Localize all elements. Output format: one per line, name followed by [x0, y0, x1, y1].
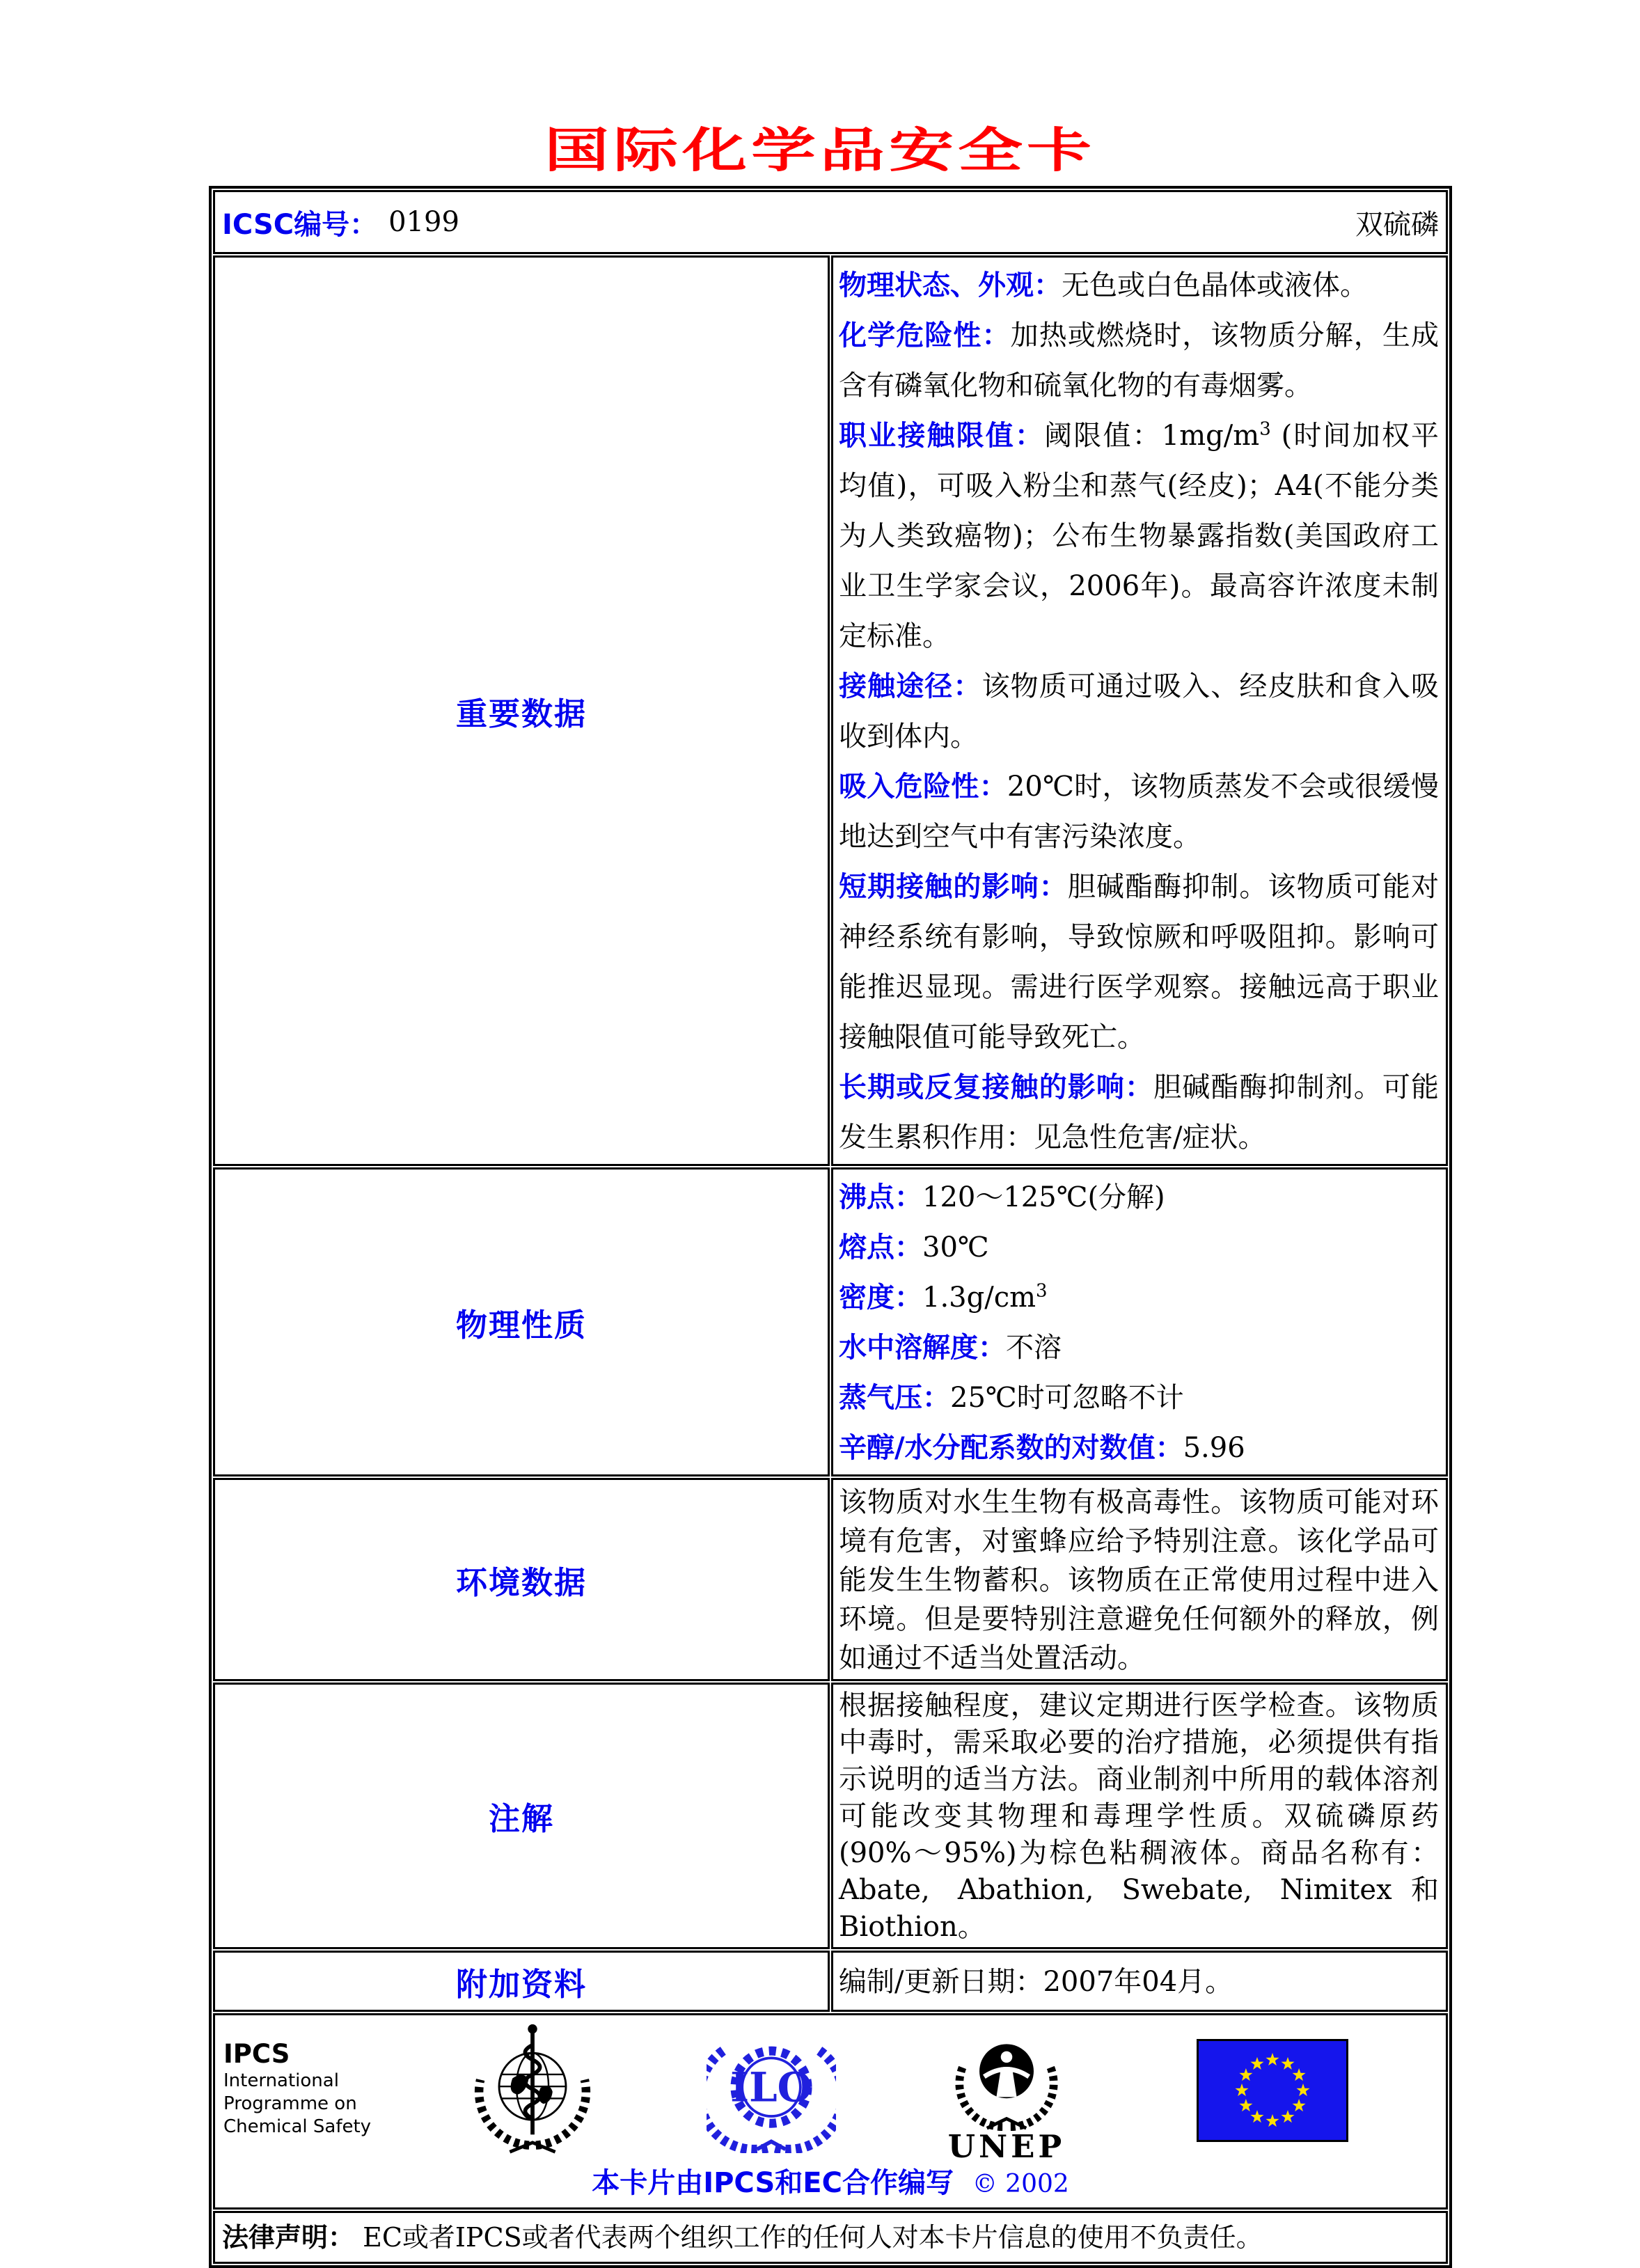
item-text2: (时间加权平均值)，可吸入粉尘和蒸气(经皮)；A4(不能分类为人类致癌物)；公布生物暴露指数(美国政府工业卫生学家会议，2006年)。最高容许浓度未制定标准。 — [839, 420, 1440, 652]
item-text: 加热或燃烧时，该物质分解，生成含有磷氧化物和硫氧化物的有毒烟雾。 — [839, 320, 1440, 402]
item-label: 水中溶解度： — [839, 1332, 1006, 1364]
row-label-cell-environment — [213, 1478, 830, 1681]
item-label: 职业接触限值： — [839, 420, 1045, 452]
ipcs-line: Chemical Safety — [223, 2116, 372, 2137]
item-label: 长期或反复接触的影响： — [839, 1071, 1154, 1103]
caption-text: 本卡片由IPCS和EC合作编写 — [592, 2167, 954, 2199]
section-environmental-data — [213, 1478, 1448, 1681]
section-additional-info — [213, 1951, 1448, 2012]
item-label: 化学危险性： — [839, 320, 1011, 352]
item-sup: 3 — [1259, 418, 1271, 440]
item-text: 25℃时可忽略不计 — [950, 1382, 1184, 1414]
notes-content-cell — [831, 1683, 1448, 1949]
item-label: 沸点： — [839, 1181, 922, 1213]
ipcs-acronym: IPCS — [223, 2039, 290, 2069]
item-text: 胆碱酯酶抑制。该物质可能对神经系统有影响，导致惊厥和呼吸阻抑。影响可能推迟显现。需进行医学观察。接触远高于职业接触限值可能导致死亡。 — [839, 871, 1440, 1053]
important-item — [839, 762, 1439, 862]
ipcs-line: International — [223, 2070, 339, 2091]
item-label: 接触途径： — [839, 670, 982, 702]
logos-cell-outer — [213, 2013, 1448, 2210]
item-text: 阈限值：1mg/m — [1044, 420, 1260, 452]
item-label: 短期接触的影响： — [839, 871, 1068, 903]
physical-item — [839, 1172, 1439, 1222]
physical-item — [839, 1222, 1439, 1273]
important-item — [839, 661, 1439, 762]
eu-flag-icon — [1197, 2039, 1348, 2142]
item-label: 密度： — [839, 1282, 922, 1314]
unep-logo-icon — [947, 2028, 1066, 2163]
icsc-header-row — [213, 190, 1448, 254]
who-logo-icon — [466, 2021, 599, 2161]
section-physical-properties — [213, 1167, 1448, 1476]
ilo-logo-icon — [707, 2025, 836, 2156]
legal-row — [213, 2211, 1448, 2264]
ipcs-line: Programme on — [223, 2093, 357, 2114]
legal-cell — [213, 2211, 1448, 2264]
legal-text: EC或者IPCS或者代表两个组织工作的任何人对本卡片信息的使用不负责任。 — [363, 2222, 1263, 2253]
icsc-number-group — [222, 203, 459, 242]
icsc-header-cell — [213, 190, 1448, 254]
item-label: 熔点： — [839, 1231, 922, 1263]
logos-cell — [215, 2015, 1446, 2207]
row-label-notes: 注解 — [488, 1800, 554, 1837]
page-title: 国际化学品安全卡 — [544, 122, 1096, 179]
item-sup: 3 — [1036, 1280, 1048, 1302]
item-text: 1.3g/cm — [922, 1282, 1036, 1314]
row-label-cell-additional — [213, 1951, 830, 2012]
additional-content-cell — [831, 1951, 1448, 2012]
item-text: 胆碱酯酶抑制剂。可能发生累积作用：见急性危害/症状。 — [839, 1071, 1440, 1153]
important-item — [839, 411, 1439, 661]
item-label: 物理状态、外观： — [839, 269, 1062, 301]
item-text: 该物质可通过吸入、经皮肤和食入吸收到体内。 — [839, 670, 1439, 753]
legal-label: 法律声明： — [222, 2222, 355, 2253]
important-item — [839, 260, 1439, 310]
row-label-physical: 物理性质 — [455, 1306, 587, 1344]
item-text: 5.96 — [1183, 1432, 1245, 1464]
important-item — [839, 1062, 1439, 1163]
item-text: 不溶 — [1006, 1332, 1062, 1364]
icsc-number: 0199 — [388, 206, 459, 238]
environment-text: 该物质对水生生物有极高毒性。该物质可能对环境有危害，对蜜蜂应给予特别注意。该化学品可能发生生物蓄积。该物质在正常使用过程中进入环境。但是要特别注意避免任何额外的释放，例如通过不适当处置活动。 — [839, 1486, 1439, 1674]
row-label-environment: 环境数据 — [455, 1564, 587, 1601]
physical-item — [839, 1423, 1439, 1473]
item-text: 120～125℃(分解) — [922, 1181, 1165, 1213]
physical-item — [839, 1373, 1439, 1423]
physical-content-cell — [831, 1167, 1448, 1476]
copyright-text: © 2002 — [972, 2170, 1069, 2198]
chemical-name: 双硫磷 — [1355, 208, 1439, 241]
item-label: 辛醇/水分配系数的对数值： — [839, 1432, 1183, 1464]
page-title-wrap — [0, 116, 1640, 178]
icsc-label: ICSC编号： — [222, 208, 378, 241]
section-important-data — [213, 255, 1448, 1166]
safety-card-table — [209, 186, 1452, 2268]
ipcs-block — [223, 2039, 371, 2139]
physical-item — [839, 1323, 1439, 1373]
environment-content-cell — [831, 1478, 1448, 1681]
important-item — [839, 310, 1439, 411]
item-label: 吸入危险性： — [839, 771, 1007, 803]
row-label-cell-physical — [213, 1167, 830, 1476]
row-label-additional: 附加资料 — [455, 1965, 587, 2003]
row-label-cell-important — [213, 255, 830, 1166]
item-label: 蒸气压： — [839, 1382, 950, 1414]
row-label-cell-notes — [213, 1683, 830, 1949]
item-text: 无色或白色晶体或液体。 — [1062, 269, 1368, 301]
row-label-important: 重要数据 — [455, 695, 587, 732]
ilo-letters: ILO — [730, 2063, 812, 2111]
physical-item — [839, 1273, 1439, 1323]
footer-caption — [215, 2161, 1446, 2200]
item-text: 30℃ — [922, 1231, 989, 1263]
important-item — [839, 862, 1439, 1062]
additional-text: 编制/更新日期：2007年04月。 — [839, 1966, 1233, 1998]
section-notes — [213, 1683, 1448, 1949]
unep-letters: UNEP — [947, 2128, 1066, 2165]
notes-text: 根据接触程度，建议定期进行医学检查。该物质中毒时，需采取必要的治疗措施，必须提供有指示说明的适当方法。商业制剂中所用的载体溶剂可能改变其物理和毒理学性质。双硫磷原药(90%～95%)为棕色粘稠液体。商品名称有：Abate, Abathion, Swebate, Nimitex和Biothion。 — [839, 1690, 1439, 1943]
logos-row — [213, 2013, 1448, 2210]
item-text: 20℃时，该物质蒸发不会或很缓慢地达到空气中有害污染浓度。 — [839, 771, 1439, 853]
important-content-cell — [831, 255, 1448, 1166]
